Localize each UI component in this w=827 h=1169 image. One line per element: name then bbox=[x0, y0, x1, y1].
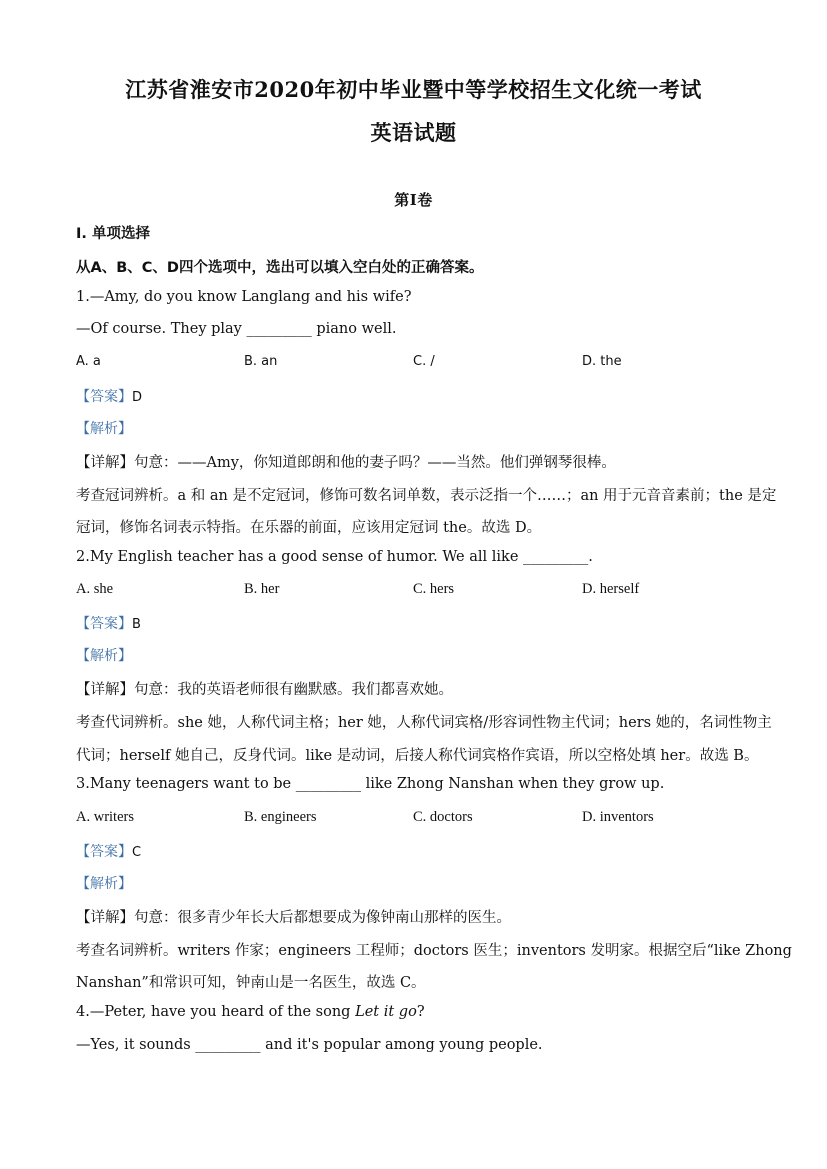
question-1-detail-2: 考查冠词辨析。a 和 an 是不定冠词，修饰可数名词单数，表示泛指一个……；an 用于元音音素前；the 是定 bbox=[76, 488, 777, 504]
instruction: 从A、B、C、D四个选项中，选出可以填入空白处的正确答案。 bbox=[76, 260, 484, 276]
question-3-analysis-label: 【解析】 bbox=[76, 876, 132, 892]
answer-value: B bbox=[132, 617, 141, 632]
question-3-option-b: B. engineers bbox=[244, 809, 317, 825]
stem-prefix: 4.—Peter, have you heard of the song bbox=[76, 1004, 356, 1020]
question-2-option-b: B. her bbox=[244, 581, 280, 597]
question-4-stem bbox=[76, 1004, 756, 1020]
volume-heading: 第I卷 bbox=[394, 191, 433, 209]
answer-label: 【答案】 bbox=[76, 844, 132, 860]
page-subtitle: 英语试题 bbox=[370, 120, 457, 145]
question-3-option-d: D. inventors bbox=[582, 809, 654, 825]
question-2-stem: 2.My English teacher has a good sense of humor. We all like _________. bbox=[76, 549, 593, 565]
question-3-detail-2: 考查名词辨析。writers 作家；engineers 工程师；doctors 医生；inventors 发明家。根据空后“like Zhong bbox=[76, 943, 792, 959]
question-1-stem-line-1: 1.—Amy, do you know Langlang and his wife? bbox=[76, 289, 412, 305]
question-2-option-a: A. she bbox=[76, 581, 114, 597]
question-1-detail-3: 冠词，修饰名词表示特指。在乐器的前面，应该用定冠词 the。故选 D。 bbox=[76, 520, 542, 536]
question-1-stem-line-2: —Of course. They play _________ piano well. bbox=[76, 321, 397, 337]
question-1-option-a: A. a bbox=[76, 354, 101, 369]
question-3-option-a: A. writers bbox=[76, 809, 134, 825]
question-2-answer bbox=[76, 613, 756, 633]
question-3-option-c: C. doctors bbox=[413, 809, 473, 825]
song-title: Let it go bbox=[355, 1004, 417, 1020]
question-2-detail-3: 代词；herself 她自己，反身代词。like 是动词，后接人称代词宾格作宾语，所以空格处填 her。故选 B。 bbox=[76, 748, 759, 764]
question-1-option-d: D. the bbox=[582, 354, 622, 369]
question-3-answer bbox=[76, 841, 756, 861]
question-3-detail-3: Nanshan”和常识可知，钟南山是一名医生，故选 C。 bbox=[76, 975, 426, 991]
question-2-analysis-label: 【解析】 bbox=[76, 648, 132, 664]
answer-value: D bbox=[132, 390, 143, 405]
question-3-detail-1: 【详解】句意：很多青少年长大后都想要成为像钟南山那样的医生。 bbox=[76, 910, 511, 926]
question-1-option-c: C. / bbox=[413, 354, 435, 369]
question-2-option-d: D. herself bbox=[582, 581, 640, 597]
question-2-option-c: C. hers bbox=[413, 581, 455, 597]
page-title: 江苏省淮安市2020年初中毕业暨中等学校招生文化统一考试 bbox=[125, 77, 702, 102]
question-2-detail-2: 考查代词辨析。she 她，人称代词主格；her 她，人称代词宾格/形容词性物主代词；hers 她的，名词性物主 bbox=[76, 715, 772, 731]
answer-value: C bbox=[132, 845, 142, 860]
question-4-stem-line-2: —Yes, it sounds _________ and it's popular among young people. bbox=[76, 1037, 543, 1053]
question-1-option-b: B. an bbox=[244, 354, 278, 369]
answer-label: 【答案】 bbox=[76, 616, 132, 632]
question-2-detail-1: 【详解】句意：我的英语老师很有幽默感。我们都喜欢她。 bbox=[76, 682, 453, 698]
question-1-analysis-label: 【解析】 bbox=[76, 421, 132, 437]
question-1-answer bbox=[76, 386, 756, 406]
part-heading: I. 单项选择 bbox=[76, 226, 150, 242]
stem-suffix: ? bbox=[416, 1004, 425, 1020]
question-1-detail-1: 【详解】句意：——Amy，你知道郎朗和他的妻子吗？——当然。他们弹钢琴很棒。 bbox=[76, 455, 616, 471]
answer-label: 【答案】 bbox=[76, 389, 132, 405]
question-3-stem: 3.Many teenagers want to be _________ like Zhong Nanshan when they grow up. bbox=[76, 776, 665, 792]
